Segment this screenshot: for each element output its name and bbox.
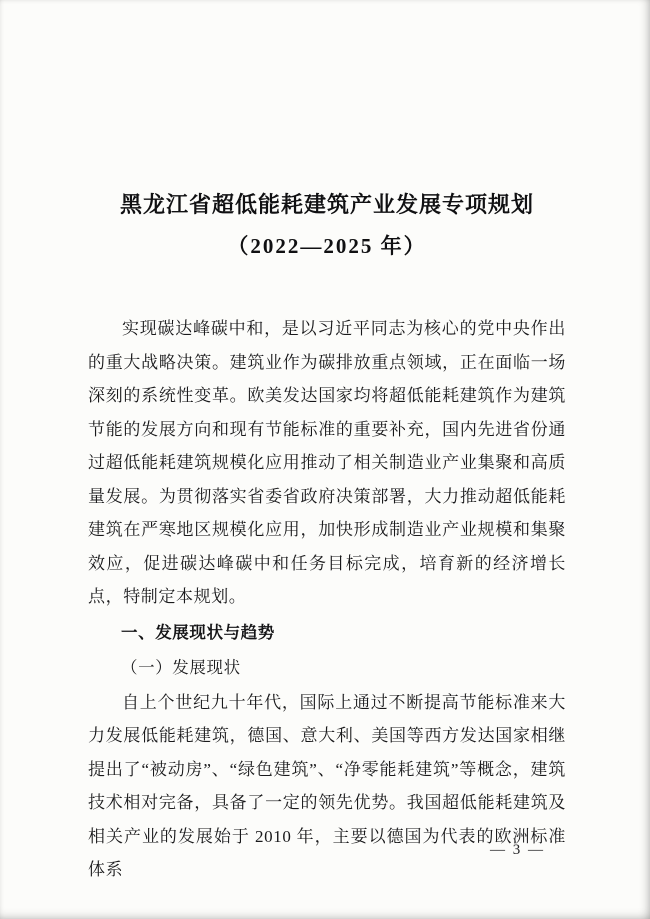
page-number: — 3 — — [490, 842, 545, 858]
document-title: 黑龙江省超低能耗建筑产业发展专项规划 — [119, 192, 534, 217]
document-subtitle: （2022—2025 年） — [227, 234, 427, 258]
paragraph-development-status: 自上个世纪九十年代，国际上通过不断提高节能标准来大力发展低能耗建筑，德国、意大利、美国等西方发达国家相继提出了“被动房”、“绿色建筑”、“净零能耗建筑”等概念，建筑技术相对完备，具备了一定的领先优势。我国超低能耗建筑及相关产业的发展始于 2010 年，主要以德国为代表的欧洲标准体系 — [88, 692, 566, 879]
subsection-heading: （一）发展现状 — [121, 658, 241, 677]
document-content — [88, 0, 566, 887]
section-heading: 一、发展现状与趋势 — [121, 623, 275, 642]
paragraph-intro: 实现碳达峰碳中和，是以习近平同志为核心的党中央作出的重大战略决策。建筑业作为碳排放重点领域，正在面临一场深刻的系统性变革。欧美发达国家均将超低能耗建筑作为建筑节能的发展方向和现有节能标准的重要补充，国内先进省份通过超低能耗建筑规模化应用推动了相关制造业产业集聚和高质量发展。为贯彻落实省委省政府决策部署，大力推动超低能耗建筑在严寒地区规模化应用，加快形成制造业产业规模和集聚效应，促进碳达峰碳中和任务目标完成，培育新的经济增长点，特制定本规划。 — [88, 319, 566, 606]
